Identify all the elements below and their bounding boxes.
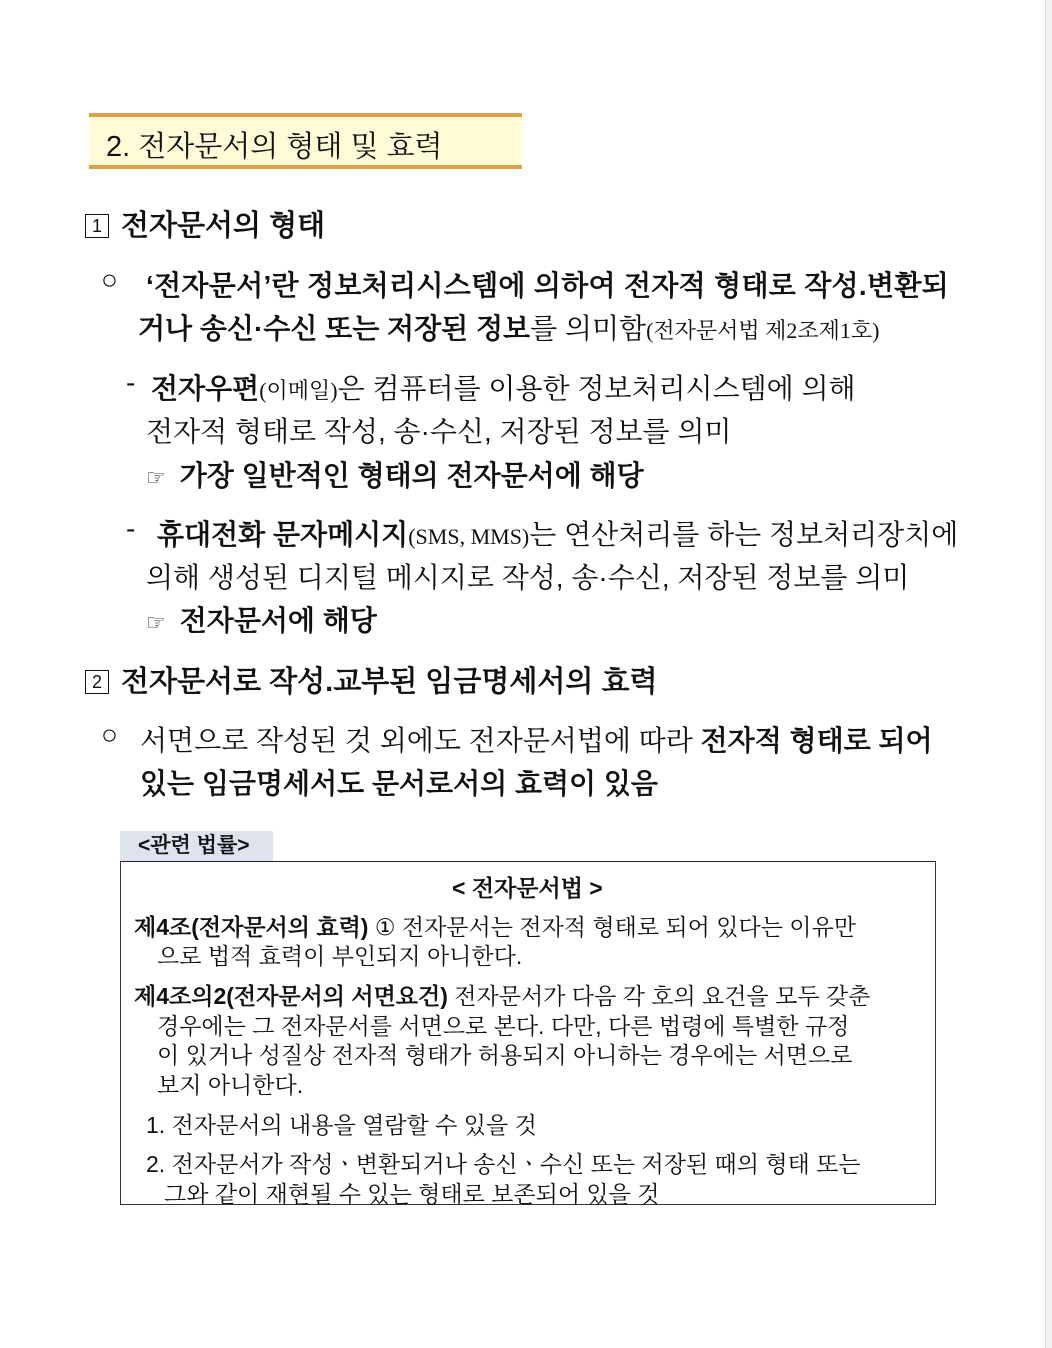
item2-line1: 2. 전자문서가 작성ㆍ변환되거나 송신ㆍ수신 또는 저장된 때의 형태 또는 (146, 1151, 861, 1177)
section-title: 2. 전자문서의 형태 및 효력 (106, 131, 443, 163)
bold-text: 거나 송신·수신 또는 저장된 정보 (138, 313, 531, 344)
bullet-marker: ○ (101, 719, 118, 750)
article-heading: 제4조(전자문서의 효력) (134, 914, 369, 940)
part2-heading (85, 659, 657, 700)
text: ① 전자문서는 전자적 형태로 되어 있다는 이유만 (368, 914, 856, 940)
sms-line2: 의해 생성된 디지털 메시지로 작성, 송·수신, 저장된 정보를 의미 (146, 562, 910, 593)
article4-2-line2: 경우에는 그 전자문서를 서면으로 본다. 다만, 다른 법령에 특별한 규정 (157, 1013, 850, 1039)
part2-number: 2 (85, 670, 109, 694)
item1: 1. 전자문서의 내용을 열람할 수 있을 것 (146, 1112, 537, 1138)
law-title: < 전자문서법 > (452, 875, 603, 901)
article-heading: 제4조의2(전자문서의 서면요건) (134, 983, 448, 1009)
part2-bullet-line2: 있는 임금명세서도 문서로서의 효력이 있음 (140, 768, 658, 799)
part2-bullet-line1 (140, 719, 933, 759)
text: 서면으로 작성된 것 외에도 전자문서법에 따라 (140, 725, 701, 756)
email-conclusion (146, 454, 644, 494)
item2-line2: 그와 같이 재현될 수 있는 형태로 보존되어 있을 것 (164, 1181, 660, 1207)
text: 는 연산처리를 하는 정보처리장치에 (529, 519, 959, 550)
sms-line1 (157, 513, 958, 553)
bold-text: 전자우편 (151, 373, 260, 404)
dash-marker: - (126, 367, 136, 398)
text: 은 컴퓨터를 이용한 정보처리시스템에 의해 (337, 373, 856, 404)
bullet-text-line2 (138, 307, 879, 347)
paren-text: (이메일) (259, 378, 338, 403)
article4-2-line4: 보지 아니한다. (157, 1072, 304, 1098)
article4-2-line3: 이 있거나 성질상 전자적 형태가 허용되지 아니하는 경우에는 서면으로 (157, 1042, 853, 1068)
sms-conclusion (146, 599, 377, 639)
bold-text: 전자문서에 해당 (179, 605, 377, 636)
bold-text: 전자적 형태로 되어 (700, 725, 933, 756)
paren-text: (SMS, MMS) (408, 524, 530, 549)
pointing-hand-icon: ☞ (146, 465, 166, 490)
text: 를 의미함 (530, 313, 647, 344)
bold-text: 휴대전화 문자메시지 (157, 519, 409, 550)
part1-heading (85, 203, 325, 244)
related-law-tab: <관련 법률> (120, 831, 273, 861)
law-reference: (전자문서법 제2조제1호) (646, 318, 880, 343)
email-line1 (151, 367, 856, 407)
page-edge (1045, 0, 1052, 1348)
article4-line2: 으로 법적 효력이 부인되지 아니한다. (157, 943, 523, 969)
bullet-marker: ○ (101, 264, 118, 295)
bold-text: 가장 일반적인 형태의 전자문서에 해당 (179, 460, 644, 491)
part1-number: 1 (85, 214, 109, 238)
dash-marker: - (126, 513, 136, 544)
part2-heading-text: 전자문서로 작성.교부된 임금명세서의 효력 (121, 666, 658, 698)
article4-2-line1 (134, 978, 870, 1011)
email-line2: 전자적 형태로 작성, 송·수신, 저장된 정보를 의미 (146, 416, 732, 447)
text: 전자문서가 다음 각 호의 요건을 모두 갖춘 (447, 983, 871, 1009)
pointing-hand-icon: ☞ (146, 610, 166, 635)
bullet-text-line1: ‘전자문서’란 정보처리시스템에 의하여 전자적 형태로 작성.변환되 (146, 270, 950, 301)
part1-heading-text: 전자문서의 형태 (121, 210, 326, 242)
